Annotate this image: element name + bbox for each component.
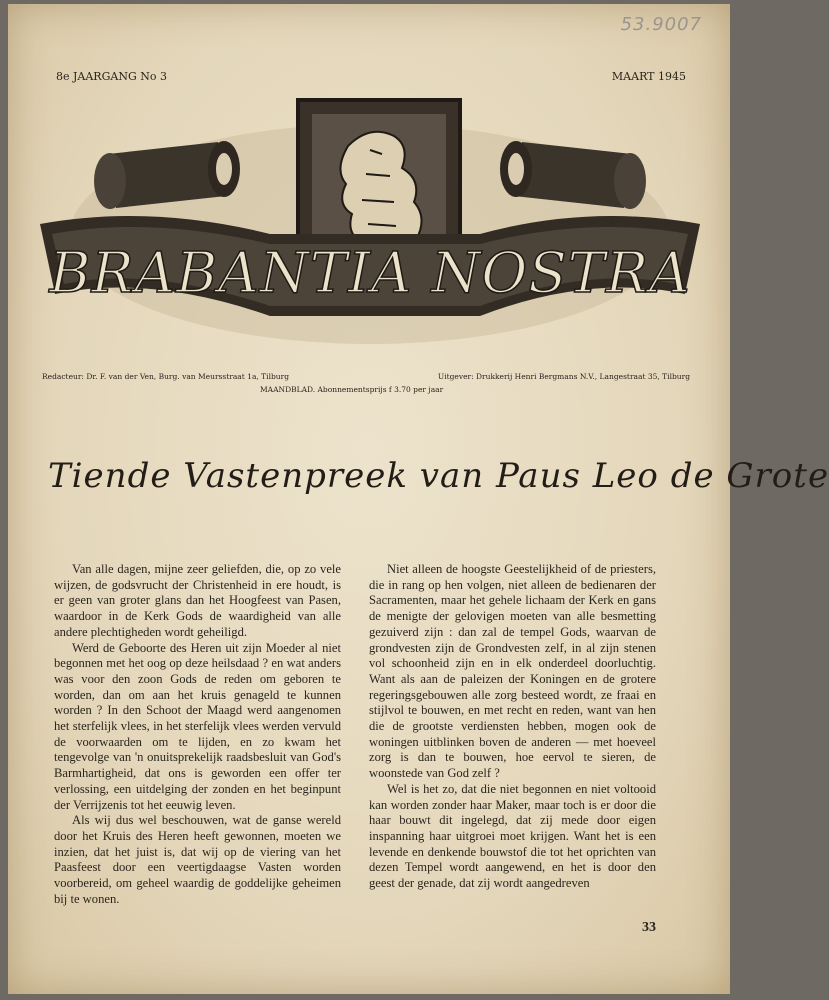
volume-number: 8e JAARGANG No 3 xyxy=(56,70,167,83)
paragraph: Niet alleen de hoogste Geestelijkheid of de priesters, die in rang op hen volgen, niet alleen de bedienaren der Sacramenten, maar het gehele lichaam der Kerk en gans de menigte der gelovigen moeten van alle besmetting gezuiverd zijn : dan zal de tempel Gods, waarvan de grondvesten zijn de Grondvesten zelf, in al zijn stenen vol schoonheid zijn en in elk onderdeel doorluchtig. Want als aan de paleizen der Koningen en de grotere regeringsgebouwen alle zorg besteed wordt, ze fraai en stijlvol te bouwen, en met recht en reden, want van hen die de grootste verdiensten hebben, mogen ook de woningen uitblinken boven de anderen — met hoeveel zorg is dan te bouwen, hoe eervol te sieren, de woonstede van God zelf ? xyxy=(369,562,656,781)
publisher-credit: Uitgever: Drukkerij Henri Bergmans N.V., Langestraat 35, Tilburg xyxy=(437,372,690,381)
masthead-title: BRABANTIA NOSTRA xyxy=(49,241,691,306)
masthead-illustration xyxy=(30,84,710,364)
subscription-line: MAANDBLAD. Abonnementsprijs f 3.70 per jaar xyxy=(260,385,444,394)
paragraph: Van alle dagen, mijne zeer geliefden, die, op zo vele wijzen, de godsvrucht der Christenheid in ere houdt, is er geen van groter glans dan het Hoogfeest van Pasen, waardoor in de Kerk Gods de waardigheid van alle andere plechtigheden wordt geheiligd. xyxy=(54,562,341,639)
issue-date: MAART 1945 xyxy=(611,70,686,83)
article-title: Tiende Vastenpreek van Paus Leo de Grote xyxy=(48,456,829,496)
paragraph: Werd de Geboorte des Heren uit zijn Moeder al niet begonnen met het oog op deze heilsdaad ? en wat anders was voor den zoon Gods de reden om geboren te worden, dan om aan het kruis genageld te kunnen worden ? In den Schoot der Maagd werd aangenomen het sterfelijk vlees, in het sterfelijk vlees werden vervuld de voorwaarden om te lijden, en zo kwam het tengevolge van 'n onuitsprekelijk raadsbesluit van God's Barmhartigheid, dat ons is geworden een offer ter verlossing, een uitdelging der zonden en het beginpunt der Verrijzenis tot het eeuwig leven. xyxy=(54,640,341,812)
right-column xyxy=(369,562,656,892)
page-number: 33 xyxy=(642,920,656,935)
paragraph: Wel is het zo, dat die niet begonnen en niet voltooid kan worden zonder haar Maker, maar toch is er door die haar bouwt dit ingelegd, dat zij mede door eigen inspanning haar uitgroei moet krijgen. Want het is een levende en denkende bouwstof die tot het oprichten van dezen Tempel wordt aangewend, en het is door den geest der genade, dat zij wordt aangedreven xyxy=(369,781,656,891)
editor-credit: Redacteur: Dr. F. van der Ven, Burg. van Meursstraat 1a, Tilburg xyxy=(42,372,289,381)
magazine-page xyxy=(8,4,829,994)
paragraph: Als wij dus wel beschouwen, wat de ganse wereld door het Kruis des Heren heeft gewonnen, moeten we inzien, dat het juist is, dat wij op de viering van het Paasfeest door een veertigdaagse Vasten worden voorbereid, om geheel waardig de goddelijke geheimen bij te wonen. xyxy=(54,813,341,906)
left-column xyxy=(54,562,341,907)
archive-note: 53.9007 xyxy=(620,14,702,35)
